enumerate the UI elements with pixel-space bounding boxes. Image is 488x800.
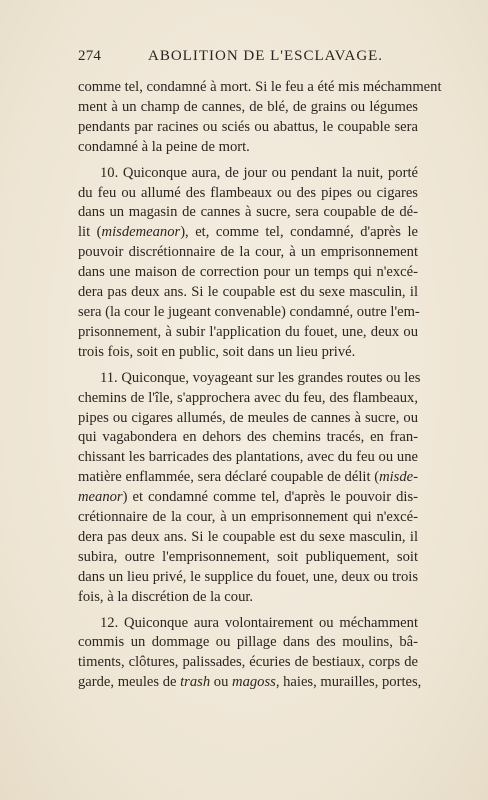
text-line	[78, 203, 418, 223]
text-segment: pipes ou cigares allumés, de meules de cannes à sucre, ou	[78, 409, 418, 426]
text-segment: ment à un champ de cannes, de blé, de grains ou légumes	[78, 98, 418, 115]
text-line	[78, 98, 418, 118]
text-line	[78, 263, 418, 283]
paragraph	[78, 78, 442, 158]
text-segment: dera pas deux ans. Si le coupable est du sexe masculin, il	[78, 284, 418, 301]
text-segment: matière enflammée, sera déclaré coupable de délit (	[78, 469, 380, 486]
text-segment: trois fois, soit en public, soit dans un lieu privé.	[78, 343, 356, 360]
italic-term: trash	[180, 674, 211, 691]
text-line	[78, 343, 418, 363]
text-segment: ) et condamné comme tel, d'après le pouvoir dis-	[122, 489, 418, 506]
page-number: 274	[78, 48, 102, 64]
text-segment: timents, clôtures, palissades, écuries de bestiaux, corps de	[78, 654, 418, 671]
text-segment: dera pas deux ans. Si le coupable est du sexe masculin, il	[78, 528, 418, 545]
text-line	[78, 138, 418, 158]
text-line	[78, 303, 418, 323]
running-title: ABOLITION DE L'ESCLAVAGE.	[148, 48, 384, 64]
text-segment: qui vagabondera en dehors des chemins tracés, en fran-	[78, 429, 418, 446]
text-segment: 10. Quiconque aura, de jour ou pendant la nuit, porté	[100, 164, 418, 181]
text-segment: pouvoir discrétionnaire de la cour, à un emprisonnement	[78, 244, 418, 261]
text-segment: dans une maison de correction pour un temps qui n'excé-	[78, 264, 418, 281]
text-line	[78, 184, 418, 204]
text-line	[78, 428, 418, 448]
italic-term: magoss	[232, 674, 276, 691]
page-body	[78, 78, 442, 699]
text-segment: dans un magasin de cannes à sucre, sera coupable de dé-	[78, 204, 418, 221]
text-line	[78, 283, 418, 303]
text-segment: dans un lieu privé, le supplice du fouet, une, deux ou trois	[78, 568, 418, 585]
text-segment: prisonnement, à subir l'application du fouet, une, deux ou	[78, 323, 418, 340]
text-segment: pendants par racines ou sciés ou abattus, le coupable sera	[78, 118, 418, 135]
text-line	[78, 508, 418, 528]
text-line	[78, 369, 421, 389]
text-line	[78, 223, 418, 243]
text-segment: sera (la cour le jugeant convenable) condamné, outre l'em-	[78, 303, 420, 320]
text-segment: condamné à la peine de mort.	[78, 138, 250, 155]
paragraph	[78, 614, 422, 694]
italic-term: meanor	[78, 489, 123, 506]
text-segment: commis un dommage ou pillage dans des moulins, bâ-	[78, 634, 418, 651]
text-line	[78, 389, 418, 409]
text-segment: 12. Quiconque aura volontairement ou méchamment	[100, 614, 418, 631]
text-segment: crétionnaire de la cour, à un emprisonnement qui n'excé-	[78, 509, 418, 526]
text-segment: chemins de l'île, s'approchera avec du feu, des flambeaux,	[78, 389, 418, 406]
text-segment: subira, outre l'emprisonnement, soit publiquement, soit	[78, 548, 418, 565]
text-line	[78, 633, 418, 653]
paragraph	[78, 369, 421, 608]
text-line	[78, 568, 418, 588]
text-segment: ou	[210, 674, 233, 691]
italic-term: misdemeanor	[101, 224, 181, 241]
text-segment: lit (	[78, 224, 102, 241]
text-segment: , haies, murailles, portes,	[275, 674, 422, 691]
text-segment: 11. Quiconque, voyageant sur les grandes routes ou les	[100, 369, 421, 386]
text-segment: comme tel, condamné à mort. Si le feu a été mis méchamment	[78, 79, 442, 95]
text-line	[78, 78, 442, 98]
text-segment: ), et, comme tel, condamné, d'après le	[180, 224, 418, 241]
text-segment: garde, meules de	[78, 674, 181, 691]
text-line	[78, 588, 418, 608]
text-line	[78, 323, 418, 343]
text-line	[78, 243, 418, 263]
text-segment: du feu ou allumé des flambeaux ou des pipes ou cigares	[78, 184, 418, 201]
page-header	[78, 48, 416, 65]
text-line	[78, 448, 418, 468]
text-line	[78, 409, 418, 429]
text-line	[78, 468, 418, 488]
text-line	[78, 164, 418, 184]
text-line	[78, 528, 418, 548]
text-segment: chissant les barricades des plantations, avec du feu ou une	[78, 449, 418, 466]
paragraph	[78, 164, 418, 363]
italic-term: misde-	[379, 469, 418, 486]
text-line	[78, 673, 422, 693]
text-line	[78, 653, 418, 673]
text-segment: fois, à la discrétion de la cour.	[78, 588, 254, 605]
text-line	[78, 488, 418, 508]
text-line	[78, 614, 418, 634]
text-line	[78, 548, 418, 568]
text-line	[78, 118, 418, 138]
